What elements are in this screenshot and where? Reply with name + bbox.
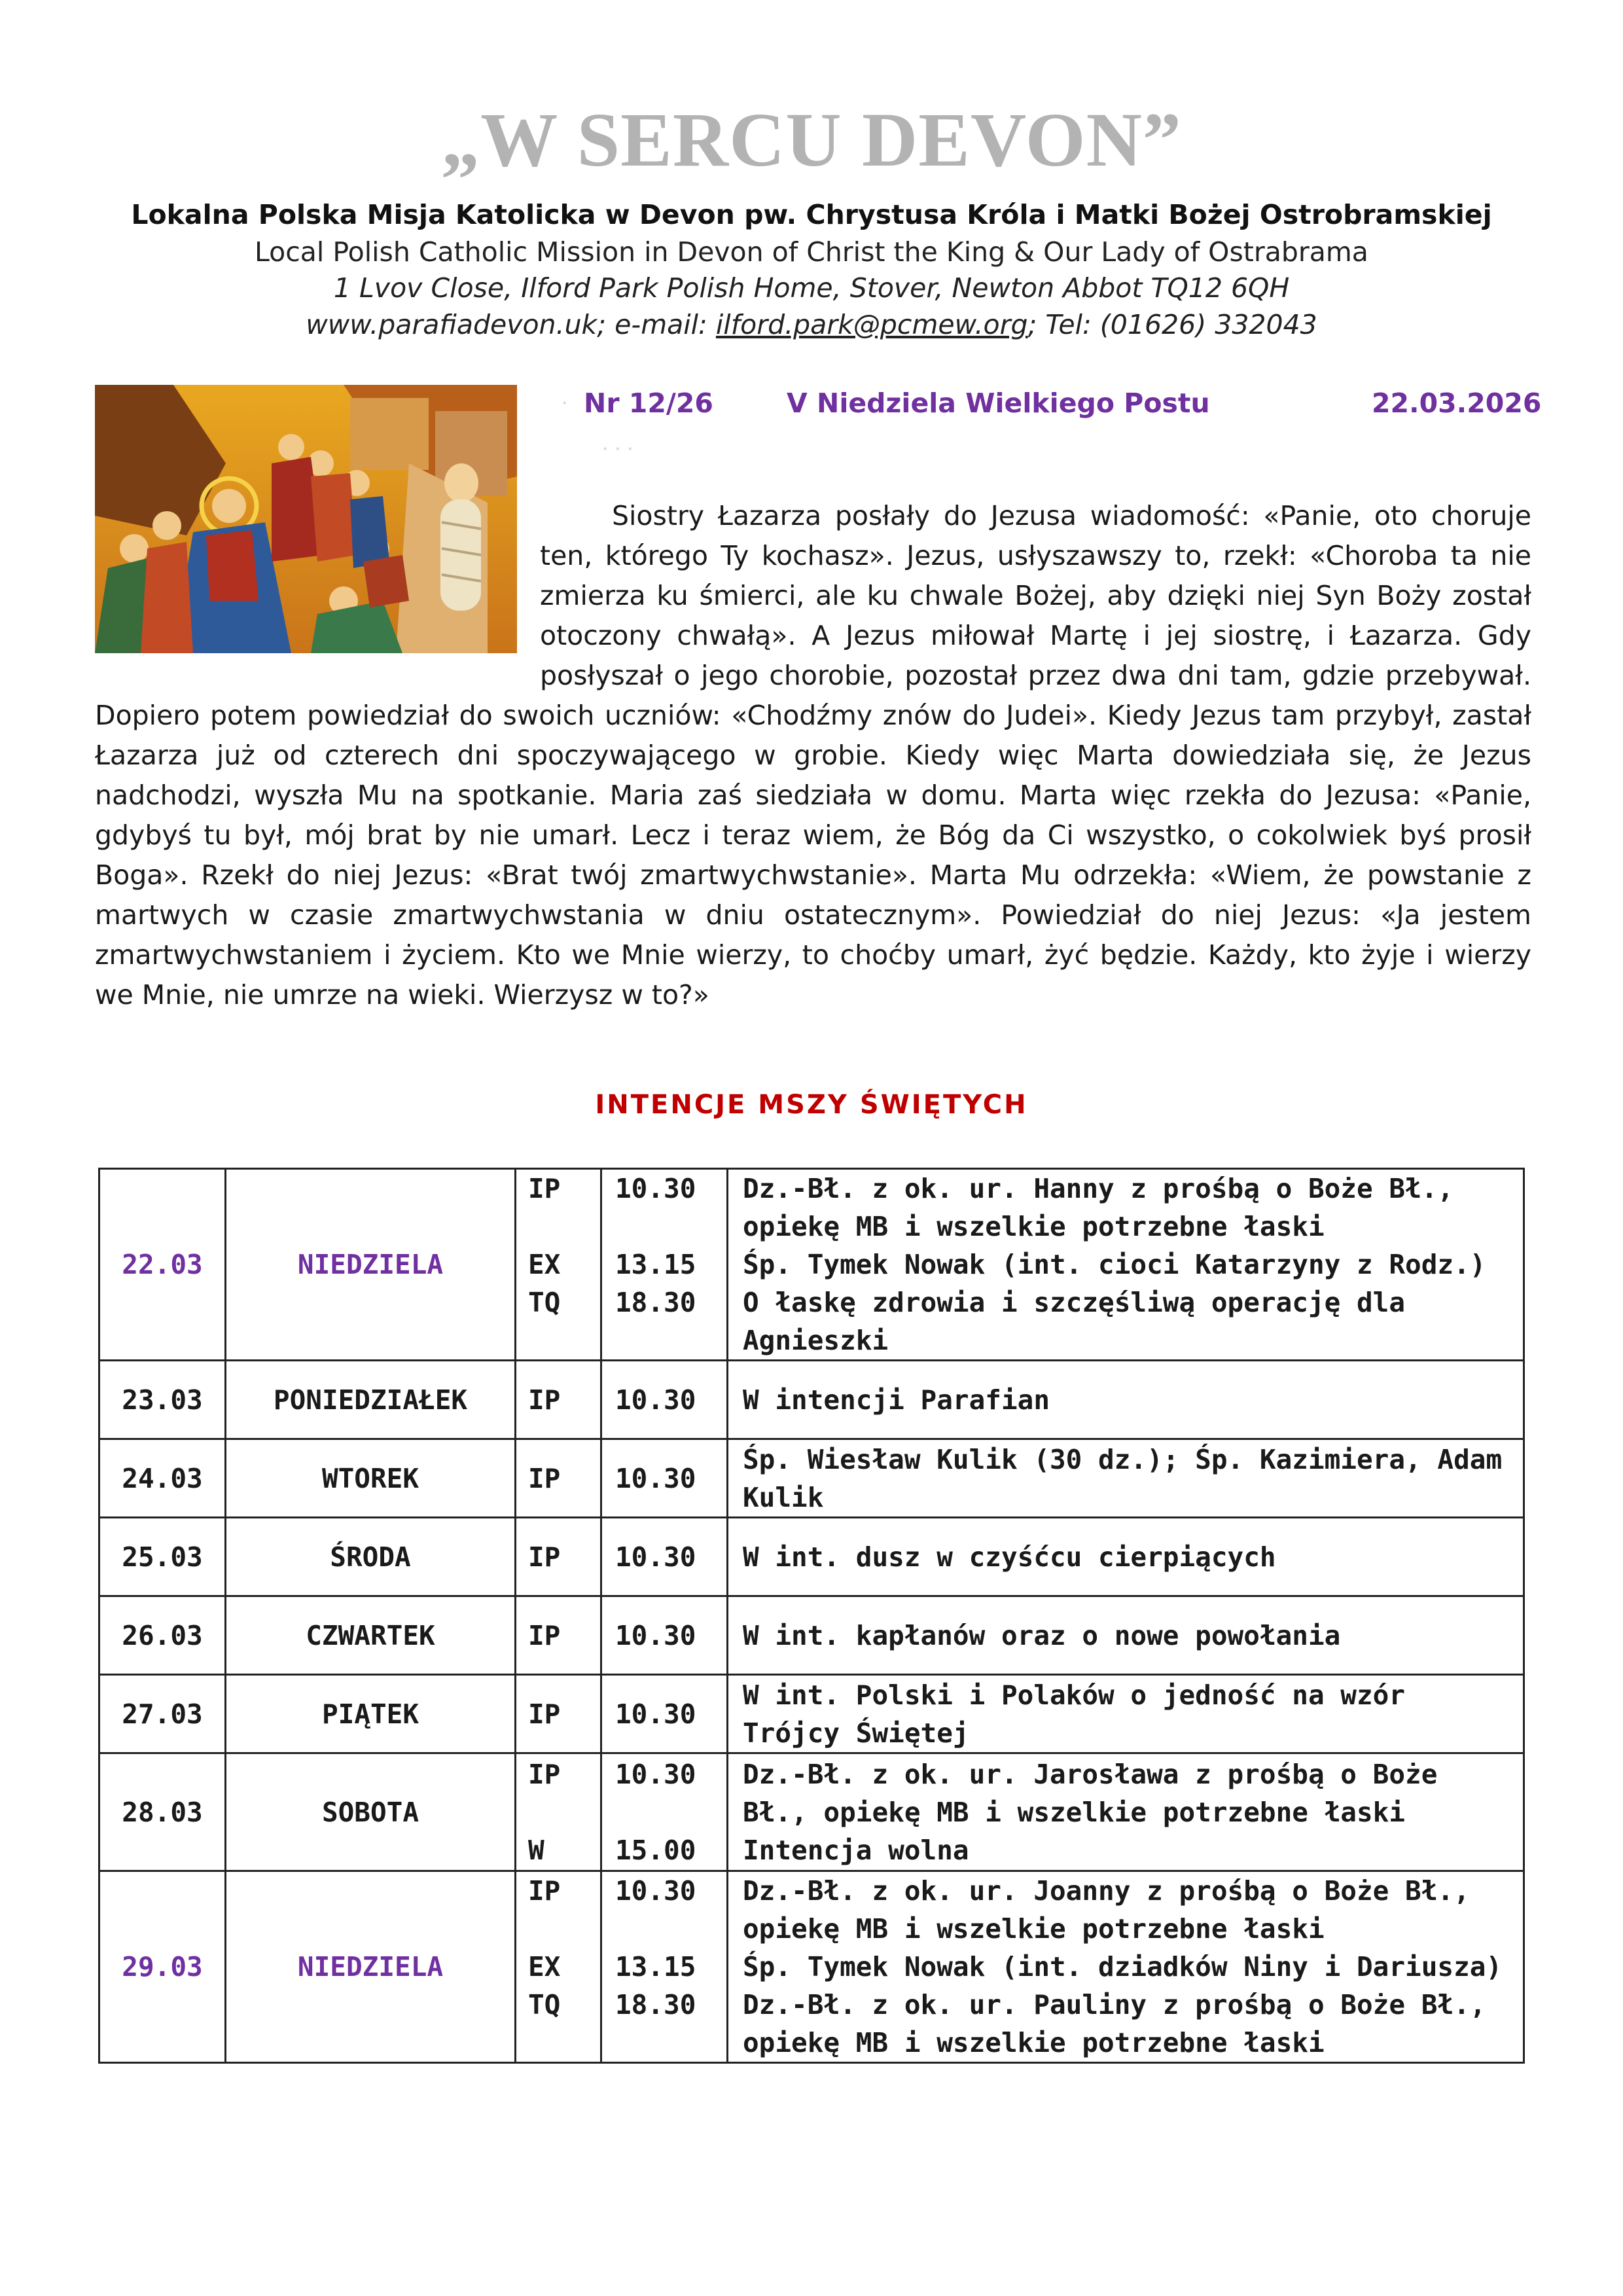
- mass-intention: Dz.-Bł. z ok. ur. Jarosława z prośbą o Boże Bł., opiekę MB i wszelkie potrzebne łaski: [743, 1758, 1438, 1828]
- mass-location-code: EX: [528, 1249, 561, 1280]
- mass-date: 27.03: [99, 1675, 226, 1753]
- mass-times: [601, 1871, 728, 2063]
- mass-day: PONIEDZIAŁEK: [226, 1361, 516, 1439]
- issue-sunday-name: V Niedziela Wielkiego Postu: [787, 387, 1210, 419]
- mass-times: [601, 1518, 728, 1596]
- mass-time: [615, 2024, 726, 2062]
- mass-intention: W int. kapłanów oraz o nowe powołania: [743, 1619, 1341, 1651]
- mass-location-code: IP: [528, 1384, 561, 1416]
- mass-intention: Intencja wolna: [743, 1834, 969, 1866]
- image-wrap-spacer: [95, 496, 540, 686]
- mass-location-code: TQ: [528, 1989, 561, 2020]
- mass-day: WTOREK: [226, 1439, 516, 1518]
- mass-location-code: IP: [528, 1698, 561, 1730]
- mass-time: 10.30: [615, 1698, 696, 1730]
- bulletin-title: „W SERCU DEVON”: [441, 97, 1182, 183]
- mass-time: 15.00: [615, 1834, 696, 1866]
- mass-intention: W intencji Parafian: [743, 1384, 1050, 1416]
- mass-location-codes: [516, 1675, 601, 1753]
- mission-name-polish: Lokalna Polska Misja Katolicka w Devon pw. Chrystusa Króla i Matki Bożej Ostrobramskiej: [131, 199, 1492, 230]
- mass-location-codes: [516, 1439, 601, 1518]
- mass-times: [601, 1675, 728, 1753]
- mass-row: [99, 1169, 1524, 1361]
- mass-row: [99, 1361, 1524, 1439]
- mass-location-code: IP: [528, 1619, 561, 1651]
- mass-intentions: [728, 1596, 1524, 1675]
- mass-location-code: IP: [528, 1758, 561, 1790]
- mass-day: NIEDZIELA: [226, 1169, 516, 1361]
- mass-intentions: [728, 1753, 1524, 1871]
- mass-row: [99, 1439, 1524, 1518]
- mass-intention: Śp. Tymek Nowak (int. dziadków Niny i Dariusza): [743, 1951, 1503, 1982]
- mass-intention: W int. Polski i Polaków o jedność na wzór Trójcy Świętej: [743, 1679, 1406, 1749]
- mass-date: 23.03: [99, 1361, 226, 1439]
- telephone: ; Tel: (01626) 332043: [1027, 309, 1317, 340]
- mass-location-codes: [516, 1596, 601, 1675]
- mass-intentions: [728, 1361, 1524, 1439]
- mass-location-code: IP: [528, 1541, 561, 1573]
- decorative-mark: ·: [562, 392, 568, 415]
- mass-intentions-body: [99, 1169, 1524, 2063]
- mass-intention: O łaskę zdrowia i szczęśliwą operację dla Agnieszki: [743, 1287, 1406, 1356]
- mass-day: CZWARTEK: [226, 1596, 516, 1675]
- gospel-text: Siostry Łazarza posłały do Jezusa wiadomość: «Panie, oto choruje ten, którego Ty kochasz». Jezus, usłyszawszy to, rzekł: «Choroba ta nie zmierza ku śmierci, ale ku chwale Bożej, aby dzięki niej Syn Boży został otoczony chwałą». A Jezus miłował Martę i jej siostrę, i Łazarza. Gdy posłyszał o jego chorobie, pozostał przez dwa dni tam, gdzie przebywał. Dopiero potem powiedział do swoich uczniów: «Chodźmy znów do Judei». Kiedy Jezus tam przybył, zastał Łazarza już od czterech dni spoczywającego w grobie. Kiedy więc Marta dowiedziała się, że Jezus nadchodzi, wyszła Mu na spotkanie. Maria zaś siedziała w domu. Marta więc rzekła do Jezusa: «Panie, gdybyś tu był, mój brat by nie umarł. Lecz i teraz wiem, że Bóg da Ci wszystko, o cokolwiek byś prosił Boga». Rzekł do niej Jezus: «Brat twój zmartwychwstanie». Marta Mu odrzekła: «Wiem, że powstanie z martwych w czasie zmartwychwstania w dniu ostatecznym». Powiedział do niej Jezus: «Ja jestem zmartwychwstaniem i życiem. Kto we Mnie wierzy, to choćby umarł, żyć będzie. Każdy, kto żyje i wierzy we Mnie, nie umrze na wieki. Wierzysz w to?»: [95, 500, 1531, 1011]
- website-link[interactable]: www.parafiadevon.uk;: [306, 309, 607, 340]
- mass-day: ŚRODA: [226, 1518, 516, 1596]
- mass-location-code: [528, 1208, 600, 1246]
- contact-line: [0, 309, 1623, 340]
- mass-date: 22.03: [99, 1169, 226, 1361]
- mass-date: 24.03: [99, 1439, 226, 1518]
- mass-times: [601, 1439, 728, 1518]
- mass-time: 10.30: [615, 1173, 696, 1204]
- mass-day: NIEDZIELA: [226, 1871, 516, 2063]
- mass-location-codes: [516, 1361, 601, 1439]
- email-label: e-mail:: [615, 309, 707, 340]
- mass-time: 18.30: [615, 1989, 696, 2020]
- mass-location-code: IP: [528, 1875, 561, 1907]
- decorative-mark: · · ·: [602, 438, 633, 461]
- mass-location-codes: [516, 1753, 601, 1871]
- mass-location-code: TQ: [528, 1287, 561, 1318]
- mass-intention: Śp. Wiesław Kulik (30 dz.); Śp. Kazimiera, Adam Kulik: [743, 1443, 1503, 1513]
- mass-intentions: [728, 1675, 1524, 1753]
- mass-time: 10.30: [615, 1619, 696, 1651]
- email-link[interactable]: ilford.park@pcmew.org: [715, 309, 1028, 340]
- mission-address: 1 Lvov Close, Ilford Park Polish Home, Stover, Newton Abbot TQ12 6QH: [333, 272, 1290, 304]
- mass-date: 25.03: [99, 1518, 226, 1596]
- mass-row: [99, 1753, 1524, 1871]
- mass-row: [99, 1596, 1524, 1675]
- gospel-passage: [95, 496, 1531, 1015]
- mass-time: 10.30: [615, 1541, 696, 1573]
- mass-time: 13.15: [615, 1951, 696, 1982]
- mass-intention: Dz.-Bł. z ok. ur. Pauliny z prośbą o Boże Bł., opiekę MB i wszelkie potrzebne łaski: [743, 1989, 1486, 2058]
- mass-day: SOBOTA: [226, 1753, 516, 1871]
- mass-row: [99, 1518, 1524, 1596]
- mass-location-codes: [516, 1871, 601, 2063]
- mass-time: [615, 1208, 726, 1246]
- mass-location-code: [528, 1910, 600, 1948]
- mass-intention: Dz.-Bł. z ok. ur. Joanny z prośbą o Boże Bł., opiekę MB i wszelkie potrzebne łaski: [743, 1875, 1470, 1945]
- mass-row: [99, 1675, 1524, 1753]
- mass-time: [615, 1793, 726, 1831]
- mass-intentions: [728, 1169, 1524, 1361]
- mass-location-code: IP: [528, 1173, 561, 1204]
- mass-location-codes: [516, 1518, 601, 1596]
- mission-name-english: Local Polish Catholic Mission in Devon of Christ the King & Our Lady of Ostrabrama: [255, 236, 1368, 268]
- mass-times: [601, 1169, 728, 1361]
- mass-intention: Dz.-Bł. z ok. ur. Hanny z prośbą o Boże Bł., opiekę MB i wszelkie potrzebne łaski: [743, 1173, 1454, 1242]
- mass-location-code: [528, 2024, 600, 2062]
- mass-time: 10.30: [615, 1758, 696, 1790]
- mass-intentions: [728, 1439, 1524, 1518]
- mass-time: 13.15: [615, 1249, 696, 1280]
- mass-day: PIĄTEK: [226, 1675, 516, 1753]
- issue-date: 22.03.2026: [1372, 387, 1542, 419]
- mass-intentions-heading: INTENCJE MSZY ŚWIĘTYCH: [595, 1090, 1028, 1120]
- mass-location-code: EX: [528, 1951, 561, 1982]
- mass-location-code: W: [528, 1834, 544, 1866]
- mass-location-code: IP: [528, 1462, 561, 1494]
- mass-time: 10.30: [615, 1875, 696, 1907]
- mass-intentions: [728, 1518, 1524, 1596]
- mass-row: [99, 1871, 1524, 2063]
- mass-times: [601, 1361, 728, 1439]
- mass-time: 10.30: [615, 1384, 696, 1416]
- mass-times: [601, 1596, 728, 1675]
- mass-intention: W int. dusz w czyśćcu cierpiących: [743, 1541, 1276, 1573]
- mass-date: 26.03: [99, 1596, 226, 1675]
- mass-location-code: [528, 1321, 600, 1359]
- mass-time: [615, 1321, 726, 1359]
- mass-time: 10.30: [615, 1462, 696, 1494]
- mass-intentions-table: [98, 1168, 1525, 2064]
- mass-date: 29.03: [99, 1871, 226, 2063]
- mass-date: 28.03: [99, 1753, 226, 1871]
- mass-location-code: [528, 1793, 600, 1831]
- mass-times: [601, 1753, 728, 1871]
- mass-intentions: [728, 1871, 1524, 2063]
- mass-location-codes: [516, 1169, 601, 1361]
- mass-time: 18.30: [615, 1287, 696, 1318]
- mass-time: [615, 1910, 726, 1948]
- mass-intention: Śp. Tymek Nowak (int. cioci Katarzyny z Rodz.): [743, 1249, 1486, 1280]
- issue-number: Nr 12/26: [584, 387, 713, 419]
